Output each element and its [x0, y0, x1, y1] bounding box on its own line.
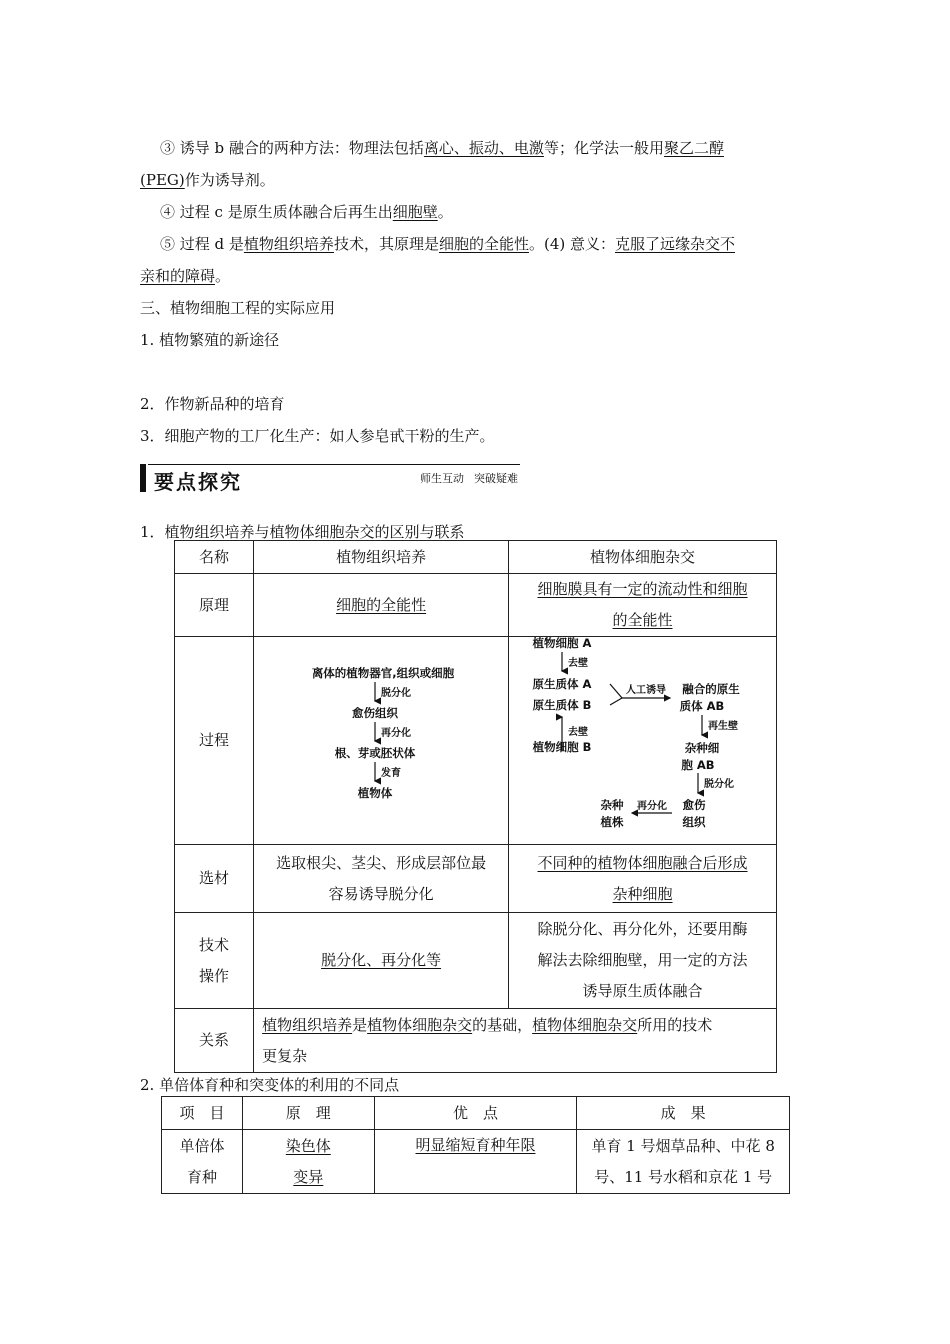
list-item-2: 2．作物新品种的培育: [140, 395, 285, 413]
text: ④ 过程 c 是原生质体融合后再生出: [160, 203, 393, 221]
paragraph-5: [160, 233, 735, 255]
underlined-answer: 克服了远缘杂交不: [615, 235, 736, 253]
text: 。: [215, 267, 231, 285]
table-header: 原 理: [242, 1097, 374, 1130]
table-cell: [254, 1009, 777, 1073]
text: 的基础，: [472, 1015, 533, 1034]
tissue-culture-diagram: [256, 637, 506, 833]
underlined-answer: 离心、振动、电激: [423, 139, 544, 157]
diagram-node: 愈伤: [682, 798, 706, 812]
text: 。: [437, 203, 453, 221]
diagram-node: 植物体: [357, 786, 393, 800]
table-cell: [509, 574, 777, 637]
table-cell: [254, 637, 509, 845]
underlined-answer: 细胞的全能性: [336, 595, 427, 614]
text: 育种: [186, 1167, 217, 1186]
text: 解法去除细胞壁，用一定的方法: [537, 951, 748, 969]
table-row: [162, 1130, 790, 1194]
paragraph-4: [160, 201, 453, 223]
paragraph-5-cont: [140, 265, 230, 287]
table-cell: [577, 1130, 790, 1194]
text: 。(4) 意义：: [528, 235, 615, 253]
text: 更复杂: [262, 1046, 308, 1065]
diagram-node: 胞 AB: [680, 758, 715, 772]
section-banner: [140, 462, 520, 494]
table-row: [175, 574, 777, 637]
table-cell: [509, 845, 777, 913]
text: 所用的技术: [637, 1015, 713, 1034]
section-heading-3: 三、植物细胞工程的实际应用: [140, 299, 336, 317]
table-row: [162, 1097, 790, 1130]
banner-title: 要点探究: [154, 470, 242, 494]
table-row: [175, 913, 777, 1009]
underlined-answer: 杂种细胞: [612, 884, 673, 903]
diagram-node: 愈伤组织: [352, 706, 399, 720]
table-cell: [242, 1130, 374, 1194]
row-label: 关系: [175, 1009, 254, 1073]
text: ③ 诱导 b 融合的两种方法：物理法包括: [160, 139, 424, 157]
diagram-node: 植株: [600, 815, 624, 829]
underlined-answer: 细胞壁: [392, 203, 438, 221]
question-1-heading: 1．植物组织培养与植物体细胞杂交的区别与联系: [140, 523, 465, 541]
underlined-answer: 植物体细胞杂交: [532, 1015, 638, 1034]
table-cell: [254, 913, 509, 1009]
table-header: 植物组织培养: [254, 541, 509, 574]
diagram-edge-label: 去壁: [567, 727, 588, 738]
text: ⑤ 过程 d 是: [160, 235, 244, 253]
text: 除脱分化、再分化外，还要用酶: [537, 920, 748, 938]
breeding-table: [161, 1096, 790, 1194]
banner-bar: [140, 464, 146, 492]
text: 技术，其原理是: [333, 235, 439, 253]
row-label: [162, 1130, 243, 1194]
table-row: [175, 541, 777, 574]
diagram-node: 离体的植物器官,组织或细胞: [311, 666, 455, 680]
diagram-edge-label: 脱分化: [381, 688, 412, 699]
underlined-answer: 聚乙二醇: [663, 139, 724, 157]
table-header: 植物体细胞杂交: [509, 541, 777, 574]
question-2-heading: 2. 单倍体育种和突变体的利用的不同点: [140, 1076, 400, 1094]
text: 单倍体: [179, 1136, 225, 1155]
table-cell: [254, 845, 509, 913]
paragraph-3: [160, 137, 724, 159]
text: 容易诱导脱分化: [328, 884, 434, 903]
table-row: [175, 845, 777, 913]
diagram-edge-label: 去壁: [567, 658, 588, 669]
underlined-answer: 细胞膜具有一定的流动性和细胞: [537, 580, 748, 598]
underlined-answer: 植物组织培养: [243, 235, 334, 253]
underlined-answer: 植物组织培养: [262, 1015, 353, 1034]
underlined-answer: 染色体: [285, 1136, 331, 1155]
text: 技术: [199, 935, 230, 954]
table-row: [175, 1009, 777, 1073]
comparison-table: [174, 540, 777, 1073]
table-header: 优 点: [374, 1097, 577, 1130]
row-label: 选材: [175, 845, 254, 913]
banner-subtitle-2: 突破疑难: [474, 472, 518, 485]
banner-rule: [148, 464, 520, 465]
diagram-edge-label: 再分化: [381, 728, 412, 739]
underlined-answer: 脱分化、再分化等: [321, 951, 442, 969]
list-item-1: 1. 植物繁殖的新途径: [140, 331, 280, 349]
diagram-node: 杂种细: [684, 741, 719, 755]
diagram-edge-label: 脱分化: [703, 779, 734, 790]
underlined-answer: 的全能性: [612, 611, 673, 629]
diagram-node: 质体 AB: [679, 699, 724, 713]
text: 选取根尖、茎尖、形成层部位最: [276, 853, 487, 872]
diagram-node: 植物细胞 B: [532, 740, 591, 754]
diagram-node: 杂种: [600, 798, 624, 812]
table-header: 名称: [175, 541, 254, 574]
row-label: [175, 913, 254, 1009]
diagram-node: 原生质体 B: [532, 698, 591, 712]
underlined-answer: 明显缩短育种年限: [415, 1136, 536, 1154]
diagram-node: 原生质体 A: [532, 677, 591, 691]
table-cell: [509, 637, 777, 845]
diagram-edge-label: 发育: [381, 768, 402, 779]
diagram-edge-label: 人工诱导: [625, 685, 666, 696]
table-cell: [374, 1130, 577, 1194]
table-row: [175, 637, 777, 845]
row-label: 过程: [175, 637, 254, 845]
diagram-node: 根、芽或胚状体: [334, 746, 416, 760]
underlined-answer: (PEG): [140, 171, 185, 189]
paragraph-3-cont: [140, 169, 275, 191]
diagram-node: 组织: [682, 815, 706, 829]
table-cell: [254, 574, 509, 637]
table-cell: [509, 913, 777, 1009]
somatic-hybridization-diagram: [512, 637, 774, 833]
text: 诱导原生质体融合: [582, 982, 703, 1000]
diagram-edge-label: 再分化: [636, 801, 667, 812]
diagram-edge-label: 再生壁: [707, 721, 738, 732]
underlined-answer: 不同种的植物体细胞融合后形成: [537, 853, 748, 872]
underlined-answer: 亲和的障碍: [140, 267, 216, 285]
text: 等；化学法一般用: [543, 139, 664, 157]
text: 作为诱导剂。: [184, 171, 275, 189]
text: 是: [352, 1015, 368, 1034]
text: 号、11 号水稻和京花 1 号: [594, 1167, 773, 1186]
underlined-answer: 变异: [293, 1167, 324, 1186]
row-label: 原理: [175, 574, 254, 637]
banner-subtitle-1: 师生互动: [420, 472, 464, 485]
bracket: [610, 684, 622, 705]
diagram-node: 融合的原生: [681, 682, 740, 696]
diagram-node: 植物细胞 A: [532, 637, 591, 650]
text: 操作: [199, 966, 230, 985]
table-header: 成 果: [577, 1097, 790, 1130]
underlined-answer: 植物体细胞杂交: [367, 1015, 473, 1034]
list-item-3: 3．细胞产物的工厂化生产：如人参皂甙干粉的生产。: [140, 427, 495, 445]
underlined-answer: 细胞的全能性: [438, 235, 529, 253]
table-header: 项 目: [162, 1097, 243, 1130]
banner-subtitle: [410, 470, 518, 486]
text: 单育 1 号烟草品种、中花 8: [591, 1136, 775, 1155]
